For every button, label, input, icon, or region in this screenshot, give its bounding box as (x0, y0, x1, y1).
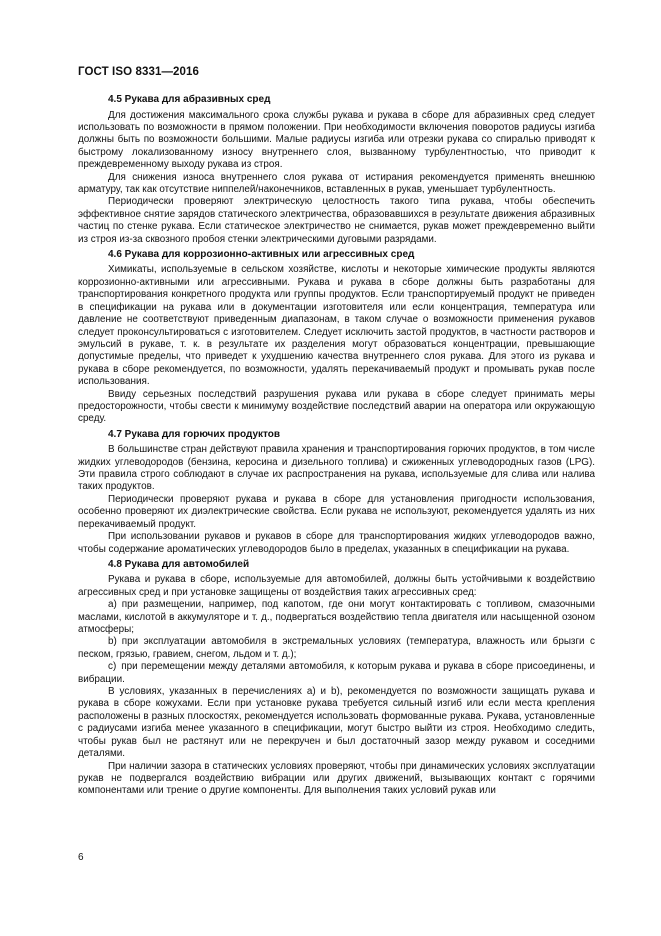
paragraph: Периодически проверяют рукава и рукава в сборе для установления пригодности использования, особенно проверяют их диэлектрические свойства. Если рукава не используют, рекомендуется удалять из них перекачиваемый продукт. (78, 493, 595, 530)
list-item-label: a) (108, 599, 117, 611)
section-heading-4-5: 4.5 Рукава для абразивных сред (108, 94, 271, 105)
paragraph: Ввиду серьезных последствий разрушения рукава или рукава в сборе следует принимать меры предосторожности, чтобы свести к минимуму воздействие последствий аварии на оператора или окружающую среду. (78, 388, 595, 425)
document-header: ГОСТ ISO 8331—2016 (78, 66, 200, 78)
paragraph: При использовании рукавов и рукавов в сборе для транспортирования жидких углеводородов важно, чтобы содержание ароматических углеводородов было в пределах, указанных в спецификации на рукава. (78, 531, 595, 555)
document-body (78, 94, 595, 798)
list-item (78, 636, 595, 661)
list-item-text: при перемещении между деталями автомобиля, к которым рукава и рукава в сборе присоединены, и вибрации. (78, 661, 595, 685)
paragraph: Химикаты, используемые в сельском хозяйстве, кислоты и некоторые химические продукты являются коррозионно-активными или агрессивными. Рукава и рукава в сборе должны быть разработаны для транспортирования конкретного продукта или группы продуктов. Если транспортируемый продукт не приведен в спецификации на рукава или в документации изготовителя или если концентрация, температура или давление не соответствуют приведенным диапазонам, в таком случае о возможности применения рукавов следует проконсультироваться с изготовителем. Следует исключить застой продуктов, в частности растворов и эмульсий в рукаве, т. к. в результате их разделения могут образоваться концентрации, превышающие допустимые пределы, что приведет к ухудшению качества внутреннего слоя рукава. Для этого из рукава и рукава в сборе рекомендуется, по возможности, удалять перекачиваемый продукт и промывать рукав после использования. (78, 264, 595, 388)
list-item-label: b) (108, 636, 117, 648)
paragraph: Для достижения максимального срока службы рукава и рукава в сборе для абразивных сред следует использовать по возможности в прямом положении. При необходимости включения поворотов радиусы изгиба должны быть по возможности большими. Малые радиусы изгиба или отрезки рукава со спиралью приводят к быстрому локализованному износу внутреннего слоя, вызванному турбулентностью, что приводит к преждевременному выходу рукава из строя. (78, 109, 595, 171)
section-heading-4-8: 4.8 Рукава для автомобилей (108, 558, 250, 570)
section-heading-4-6: 4.6 Рукава для коррозионно-активных или агрессивных сред (108, 248, 415, 260)
list-item-text: при размещении, например, под капотом, где они могут контактировать с топливом, смазочными маслами, кислотой в аккумуляторе и т. д., подвергаться воздействию тепла двигателя или насыщенной озоном атмосферы; (78, 599, 595, 636)
paragraph: При наличии зазора в статических условиях проверяют, чтобы при динамических условиях эксплуатации рукав не подвергался воздействию вибрации или других движений, вызывающих контакт с горячими компонентами или трение о другие компоненты. Для выполнения таких условий рукав или (78, 760, 595, 797)
paragraph: Для снижения износа внутреннего слоя рукава от истирания рекомендуется применять внешнюю арматуру, так как отсутствие ниппелей/наконечников, вставленных в рукав, уменьшает турбулентность. (78, 171, 595, 195)
paragraph: Рукава и рукава в сборе, используемые для автомобилей, должны быть устойчивыми к воздействию агрессивных сред и при установке защищены от воздействия таких агрессивных сред: (78, 574, 595, 598)
list-item (78, 661, 595, 686)
section-heading-4-7: 4.7 Рукава для горючих продуктов (108, 428, 281, 440)
paragraph: Периодически проверяют электрическую целостность такого типа рукава, чтобы обеспечить эффективное снятие зарядов статического электричества, образовавшихся в результате движения абразивных частиц по стенке рукава. Если статическое электричество не снимается, рукав может преждевременно выйти из строя из-за сквозного пробоя стенки электрическими дуговыми разрядами. (78, 196, 595, 245)
page-number: 6 (78, 852, 84, 863)
paragraph: В условиях, указанных в перечислениях a) и b), рекомендуется по возможности защищать рукава и рукава в сборе кожухами. Если при установке рукава требуется сильный изгиб или если места крепления расположены в разных плоскостях, рекомендуется использовать формованные рукава. Рукава, установленные с радиусами изгиба менее указанного в спецификации, могут быстро выйти из строя. Необходимо следить, чтобы рукав был не растянут или не перекручен и был достаточный зазор между рукавом и соседними деталями. (78, 686, 595, 760)
list-item (78, 599, 595, 636)
list-item-text: при эксплуатации автомобиля в экстремальных условиях (температура, влажность или брызги с песком, грязью, гравием, снегом, льдом и т. д.); (78, 636, 595, 660)
paragraph: В большинстве стран действуют правила хранения и транспортирования горючих продуктов, в том числе жидких углеводородов (бензина, керосина и дизельного топлива) и сжиженных углеводородных газов (LPG). Эти правила строго соблюдают в случае их распространения на рукава, используемые для слива или налива таких продуктов. (78, 444, 595, 493)
list-item-label: c) (108, 661, 117, 673)
